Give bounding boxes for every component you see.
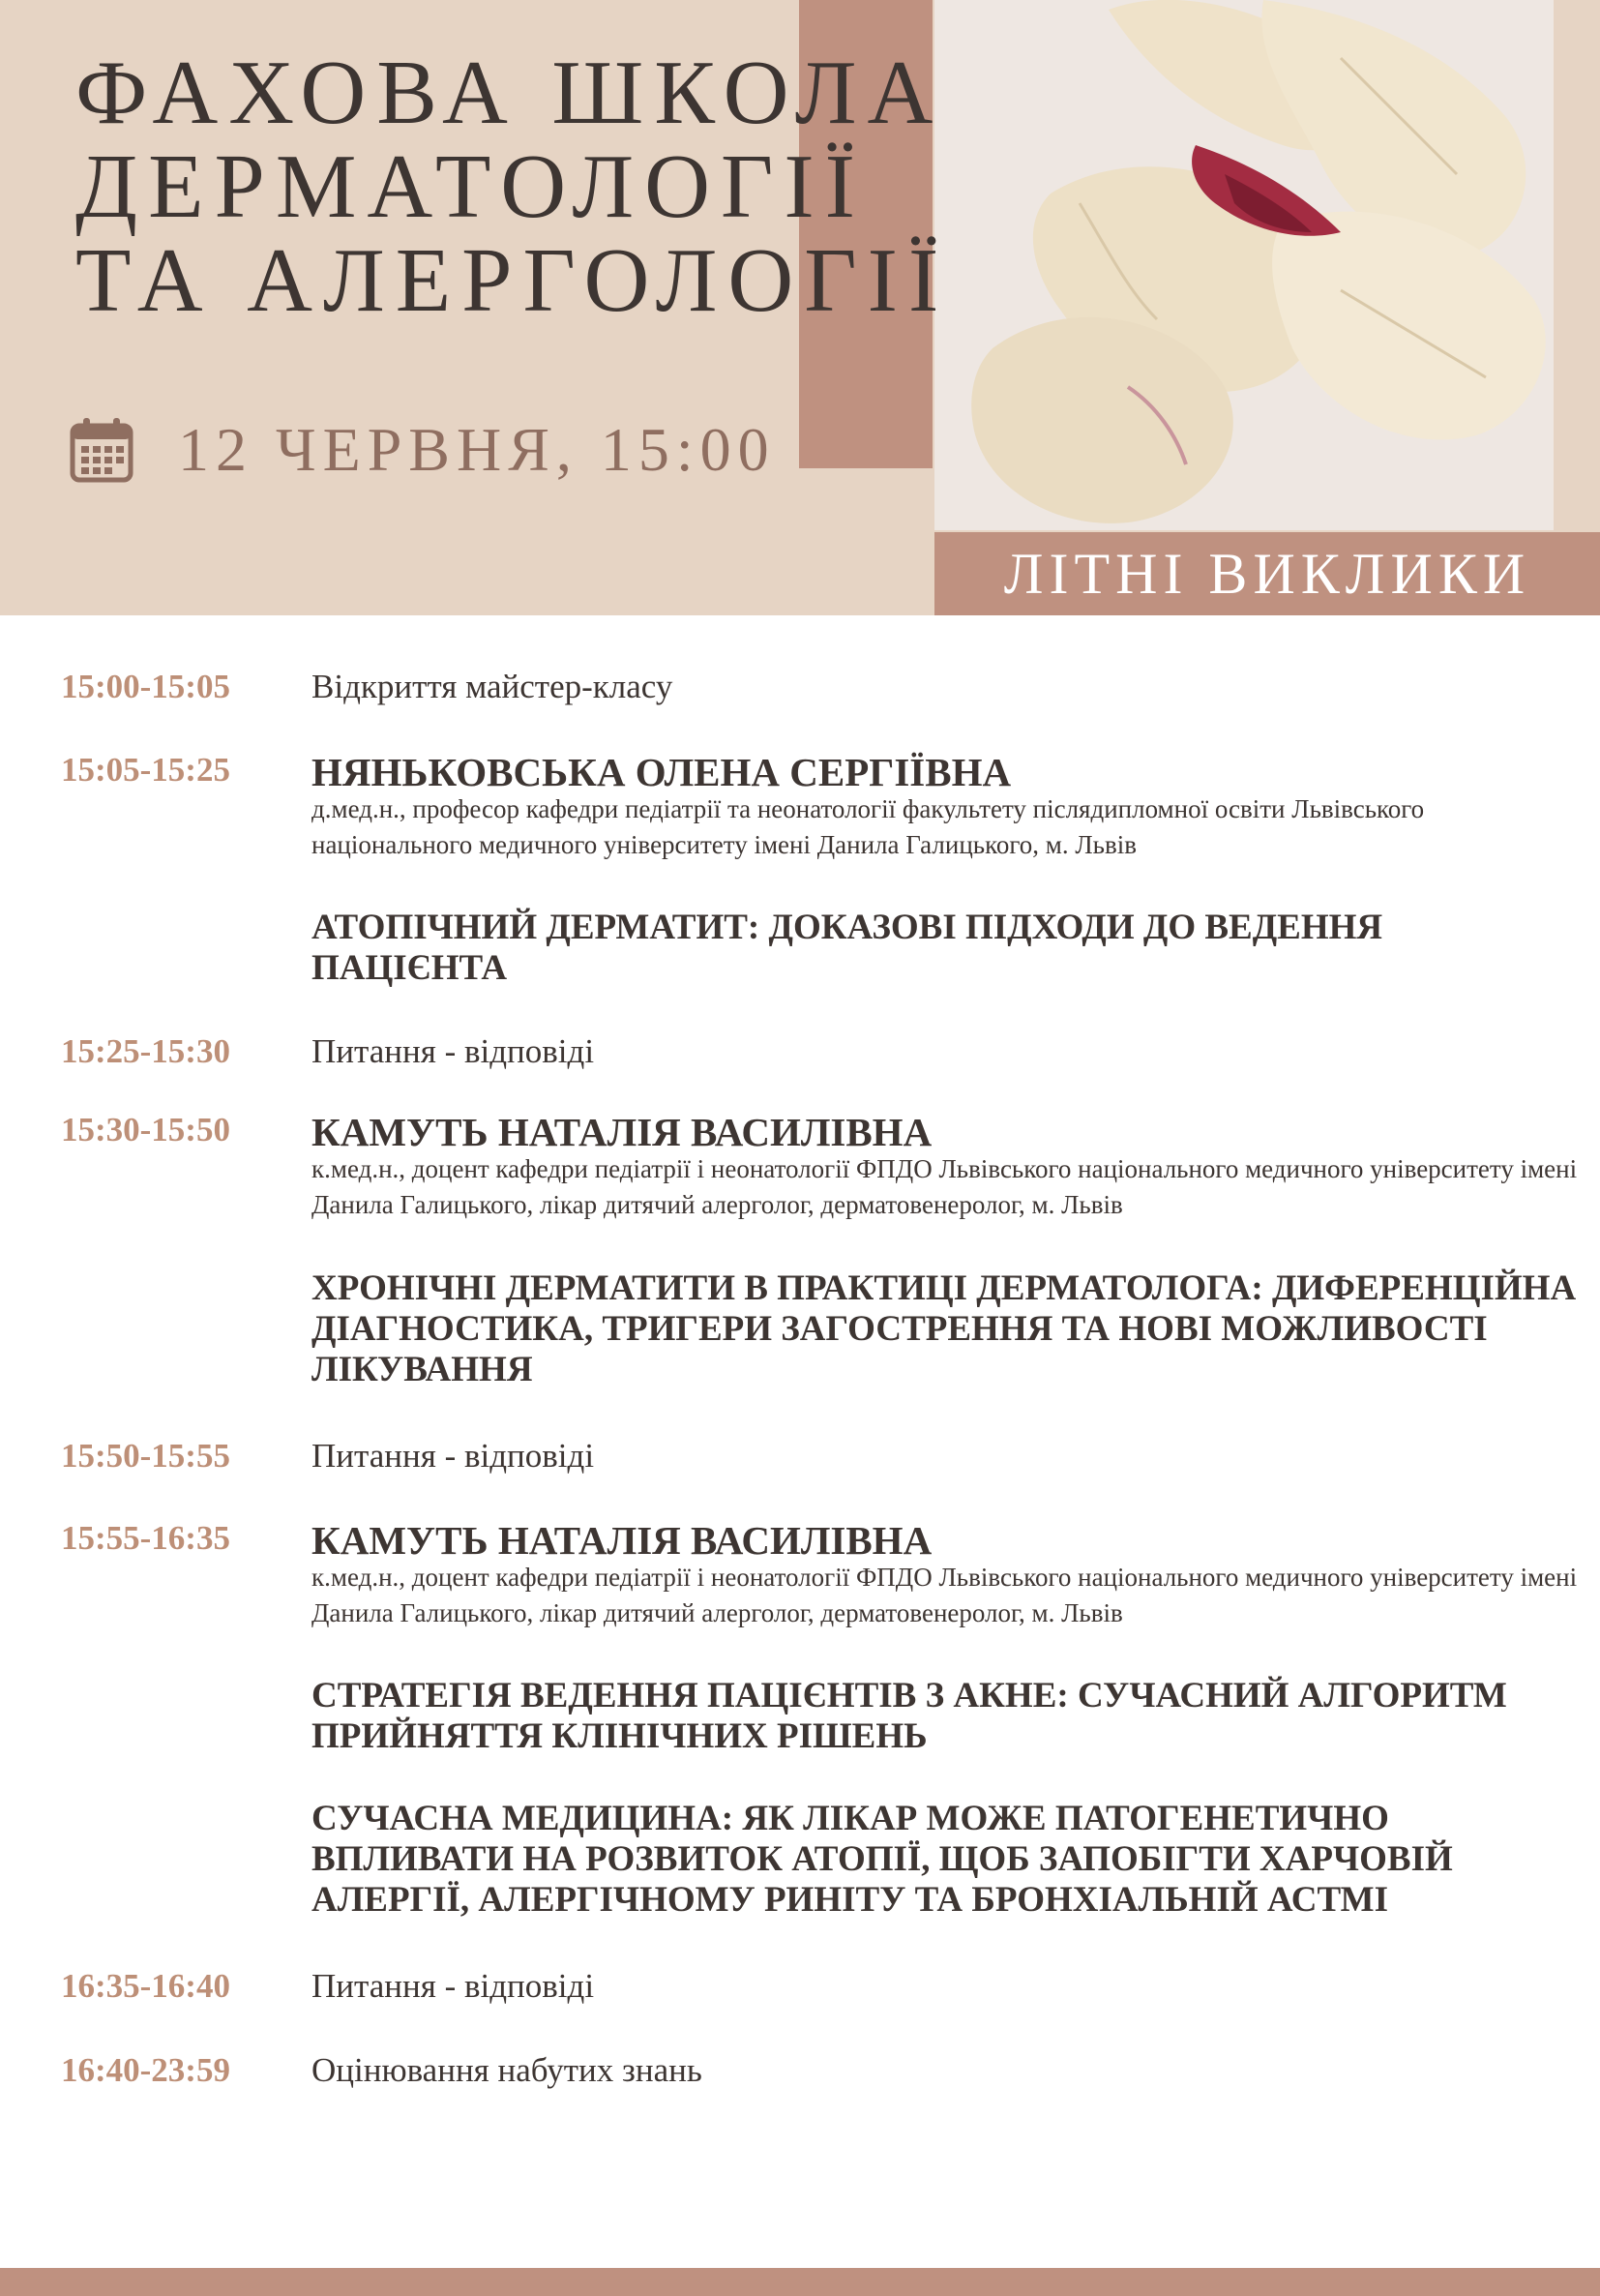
item-text: Оцінювання набутих знань <box>311 2051 702 2089</box>
speaker-affiliation: д.мед.н., професор кафедри педіатрії та неонатології факультету післядипломної освіти Львівського національного медичного університету імені Данила Галицького, м. Львів <box>311 794 1425 859</box>
calendar-icon <box>70 416 133 484</box>
time-slot: 15:55-16:35 <box>61 1519 230 1557</box>
time-slot: 16:35-16:40 <box>61 1967 230 2005</box>
theme-badge: ЛІТНІ ВИКЛИКИ <box>934 532 1600 615</box>
talk-topic: АТОПІЧНИЙ ДЕРМАТИТ: ДОКАЗОВІ ПІДХОДИ ДО ВЕДЕННЯ ПАЦІЄНТА <box>311 908 1383 988</box>
time-slot: 15:00-15:05 <box>61 668 230 705</box>
talk-topic: СУЧАСНА МЕДИЦИНА: ЯК ЛІКАР МОЖЕ ПАТОГЕНЕТИЧНО ВПЛИВАТИ НА РОЗВИТОК АТОПІЇ, ЩОБ ЗАПОБІГТИ ХАРЧОВІЙ АЛЕРГІЇ, АЛЕРГІЧНОМУ РИНІТУ ТА БРОНХІАЛЬНІЙ АСТМІ <box>311 1799 1453 1920</box>
title-line-3: ТА АЛЕРГОЛОГІЇ <box>75 230 950 331</box>
speaker-affiliation: к.мед.н., доцент кафедри педіатрії і неонатології ФПДО Львівського національного медичного університету імені Данила Галицького, лікар дитячий алерголог, дерматовенеролог, м. Львів <box>311 1563 1578 1627</box>
item-text: Питання - відповіді <box>311 1032 595 1070</box>
talk-topic: СТРАТЕГІЯ ВЕДЕННЯ ПАЦІЄНТІВ З АКНЕ: СУЧАСНИЙ АЛГОРИТМ ПРИЙНЯТТЯ КЛІНІЧНИХ РІШЕНЬ <box>311 1676 1507 1756</box>
speaker-name: НЯНЬКОВСЬКА ОЛЕНА СЕРГІЇВНА <box>311 750 1012 794</box>
flower-photo <box>934 0 1554 530</box>
title-line-2: ДЕРМАТОЛОГІЇ <box>75 136 866 237</box>
page-title <box>75 43 950 331</box>
item-text: Питання - відповіді <box>311 1967 595 2005</box>
title-line-1: ФАХОВА ШКОЛА <box>75 43 944 143</box>
speaker-block <box>311 1111 1579 1223</box>
time-slot: 15:25-15:30 <box>61 1032 230 1070</box>
time-slot: 15:05-15:25 <box>61 751 230 789</box>
speaker-name: КАМУТЬ НАТАЛІЯ ВАСИЛІВНА <box>311 1518 933 1563</box>
speaker-block <box>311 751 1579 863</box>
event-date-row <box>70 411 776 489</box>
time-slot: 15:50-15:55 <box>61 1437 230 1475</box>
speaker-affiliation: к.мед.н., доцент кафедри педіатрії і неонатології ФПДО Львівського національного медичного університету імені Данила Галицького, лікар дитячий алерголог, дерматовенеролог, м. Львів <box>311 1154 1578 1219</box>
item-text: Відкриття майстер-класу <box>311 668 673 705</box>
event-date: 12 ЧЕРВНЯ, 15:00 <box>178 415 776 484</box>
speaker-block <box>311 1519 1579 1631</box>
item-text: Питання - відповіді <box>311 1437 595 1475</box>
time-slot: 15:30-15:50 <box>61 1111 230 1148</box>
footer-bar <box>0 2268 1600 2296</box>
time-slot: 16:40-23:59 <box>61 2051 230 2089</box>
header-banner <box>0 0 1600 615</box>
talk-topic: ХРОНІЧНІ ДЕРМАТИТИ В ПРАКТИЦІ ДЕРМАТОЛОГА: ДИФЕРЕНЦІЙНА ДІАГНОСТИКА, ТРИГЕРИ ЗАГОСТРЕННЯ ТА НОВІ МОЖЛИВОСТІ ЛІКУВАННЯ <box>311 1268 1577 1389</box>
speaker-name: КАМУТЬ НАТАЛІЯ ВАСИЛІВНА <box>311 1110 933 1154</box>
